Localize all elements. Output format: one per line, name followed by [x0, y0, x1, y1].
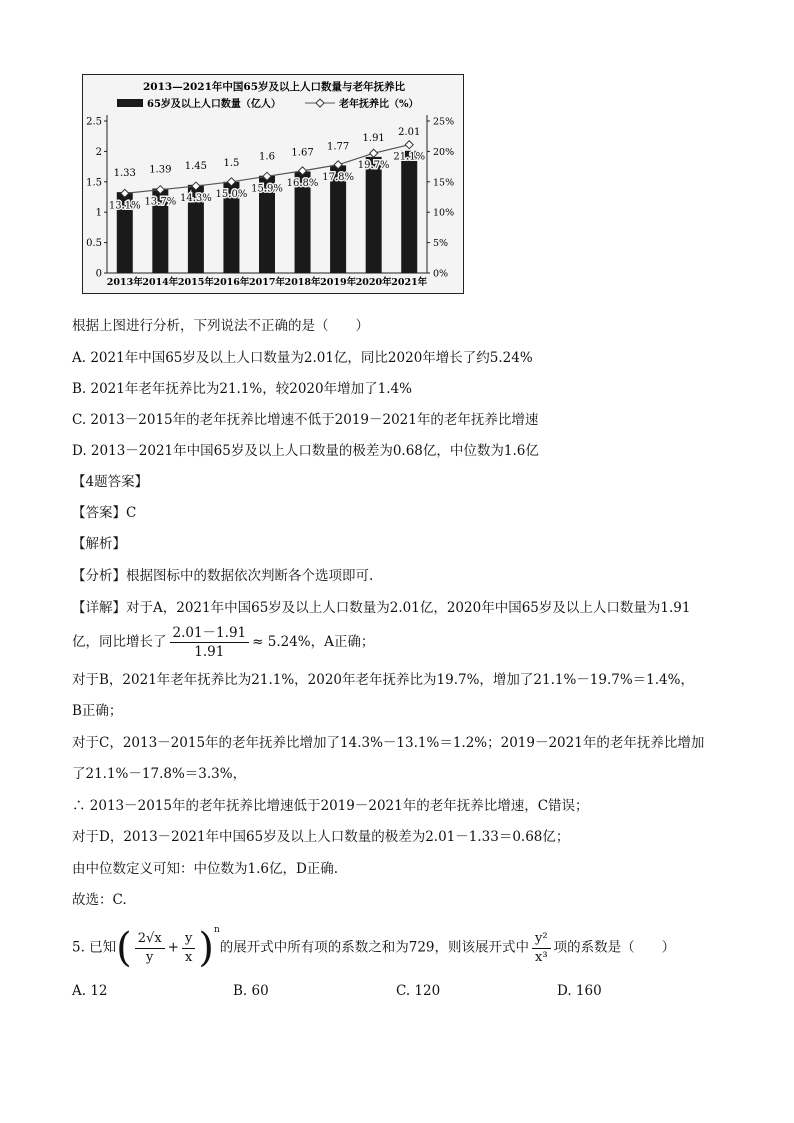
- chart: [82, 74, 464, 294]
- q5-frac-2: [182, 930, 195, 967]
- bar-value-label: 1.6: [259, 151, 275, 163]
- left-tick-label: 2: [95, 146, 102, 158]
- legend-bar-swatch: [117, 99, 143, 107]
- legend-bar-label: 65岁及以上人口数量（亿人）: [147, 99, 281, 110]
- q5-f3-num: y²: [532, 930, 551, 949]
- x-tick-label: 2018年: [284, 277, 321, 288]
- ratio-value-label: 15.9%: [251, 183, 283, 195]
- bar-value-label: 1.67: [291, 147, 314, 159]
- ratio-value-label: 19.7%: [357, 160, 390, 172]
- left-tick-label: 1: [95, 207, 102, 219]
- right-tick-label: 15%: [433, 177, 455, 189]
- right-tick-label: 20%: [433, 146, 455, 158]
- ratio-marker: [405, 141, 413, 149]
- q5-f2-num: y: [182, 930, 195, 949]
- q5-frac-1: [135, 930, 165, 967]
- left-tick-label: 2.5: [86, 116, 102, 128]
- x-tick-label: 2015年: [177, 277, 214, 288]
- bar: [401, 151, 417, 273]
- bar: [366, 157, 382, 273]
- ratio-value-label: 16.8%: [286, 177, 319, 189]
- left-tick-label: 0: [95, 268, 102, 280]
- q5-option-a: A. 12: [72, 983, 108, 999]
- q5-f1-num: 2√x: [135, 930, 165, 949]
- ratio-value-label: 13.7%: [144, 196, 177, 208]
- x-tick-label: 2020年: [355, 277, 392, 288]
- q4-c-2: 了21.1%－17.8%＝3.3%，: [72, 766, 247, 782]
- q4-option-c: C. 2013－2015年的老年抚养比增速不低于2019－2021年的老年抚养比增速: [72, 412, 539, 428]
- q4-frac-num: 2.01－1.91: [170, 624, 250, 643]
- bar-value-label: 2.01: [398, 126, 421, 138]
- q5-f2-den: x: [184, 949, 193, 965]
- bar-value-label: 1.77: [326, 141, 350, 153]
- bar-value-label: 1.45: [184, 160, 208, 172]
- q4-option-b: B. 2021年老年抚养比为21.1%，较2020年增加了1.4%: [72, 381, 412, 397]
- x-tick-label: 2014年: [142, 277, 179, 288]
- ratio-value-label: 21.1%: [393, 151, 426, 163]
- q4-fraction: [170, 624, 250, 661]
- left-tick-label: 0.5: [86, 238, 102, 250]
- q5-left-paren: (: [116, 925, 132, 971]
- q4-b-1: 对于B，2021年老年抚养比为21.1%，2020年老年抚养比为19.7%，增加了21.1%－19.7%＝1.4%，: [72, 672, 694, 688]
- ratio-value-label: 13.1%: [108, 200, 141, 212]
- q5-pre: 5. 已知: [72, 939, 117, 956]
- right-tick-label: 25%: [433, 116, 455, 128]
- chart-svg: [83, 75, 465, 295]
- q5-option-d: D. 160: [557, 983, 602, 999]
- q5-option-c: C. 120: [396, 983, 441, 999]
- right-tick-label: 5%: [433, 238, 449, 250]
- bar-value-label: 1.33: [113, 168, 136, 180]
- q4-fenxi: 【分析】根据图标中的数据依次判断各个选项即可.: [72, 568, 374, 584]
- legend-line-marker: [316, 99, 324, 107]
- q4-stem: 根据上图进行分析，下列说法不正确的是（ ）: [72, 318, 369, 334]
- q4-c-3: ∴ 2013－2015年的老年抚养比增速低于2019－2021年的老年抚养比增速，C错误；: [72, 798, 589, 814]
- q5-plus: +: [167, 939, 179, 956]
- ratio-value-label: 14.3%: [179, 193, 212, 205]
- q5-right-paren: ): [198, 925, 214, 971]
- x-tick-label: 2019年: [320, 277, 357, 288]
- q4-guxuan: 故选：C.: [72, 892, 127, 908]
- q5-post: 项的系数是（ ）: [553, 939, 676, 956]
- left-tick-label: 1.5: [86, 177, 102, 189]
- x-tick-label: 2017年: [249, 277, 285, 288]
- q4-c-1: 对于C，2013－2015年的老年抚养比增加了14.3%－13.1%＝1.2%；2019－2021年的老年抚养比增加: [72, 735, 705, 751]
- q4-d-2: 由中位数定义可知：中位数为1.6亿，D正确.: [72, 861, 339, 877]
- q5-frac-3: [532, 930, 551, 967]
- q4-frac-den: 1.91: [194, 644, 225, 660]
- x-tick-label: 2016年: [213, 277, 250, 288]
- q4-option-d: D. 2013－2021年中国65岁及以上人口数量的极差为0.68亿，中位数为1.6亿: [72, 443, 539, 459]
- chart-title: 2013—2021年中国65岁及以上人口数量与老年抚养比: [142, 81, 406, 93]
- q4-tag: 【4题答案】: [72, 474, 149, 490]
- x-tick-label: 2013年: [106, 277, 143, 288]
- q5-stem: [72, 922, 675, 970]
- ratio-marker: [370, 149, 378, 157]
- ratio-value-label: 15.0%: [215, 188, 248, 200]
- q4-xiangjie-2: [72, 624, 374, 661]
- q4-answer: 【答案】C: [72, 505, 137, 521]
- q4-jiexi: 【解析】: [72, 536, 126, 552]
- q5-f1-den: y: [146, 949, 154, 965]
- bar-value-label: 1.5: [223, 157, 240, 169]
- legend-line-label: 老年抚养比（%）: [339, 99, 419, 110]
- ratio-value-label: 17.8%: [322, 171, 355, 183]
- x-tick-label: 2021年: [391, 277, 428, 288]
- q4-xiangjie-1: 【详解】对于A，2021年中国65岁及以上人口数量为2.01亿，2020年中国65岁及以上人口数量为1.91: [72, 600, 691, 616]
- right-tick-label: 10%: [433, 207, 455, 219]
- q4-xiangjie-2-post: ≈ 5.24%，A正确；: [252, 634, 375, 650]
- bar-value-label: 1.91: [362, 132, 385, 144]
- right-tick-label: 0%: [433, 268, 449, 280]
- q5-mid: 的展开式中所有项的系数之和为729，则该展开式中: [219, 939, 530, 956]
- q5-exponent: n: [213, 925, 220, 935]
- q4-option-a: A. 2021年中国65岁及以上人口数量为2.01亿，同比2020年增长了约5.24%: [72, 350, 533, 366]
- q4-xiangjie-2-pre: 亿，同比增长了: [72, 634, 167, 650]
- q4-b-2: B正确；: [72, 703, 123, 719]
- q4-d-1: 对于D，2013－2021年中国65岁及以上人口数量的极差为2.01－1.33＝0.68亿；: [72, 829, 570, 845]
- q5-option-b: B. 60: [233, 983, 269, 999]
- q5-f3-den: x³: [535, 949, 548, 965]
- bar-value-label: 1.39: [149, 164, 172, 176]
